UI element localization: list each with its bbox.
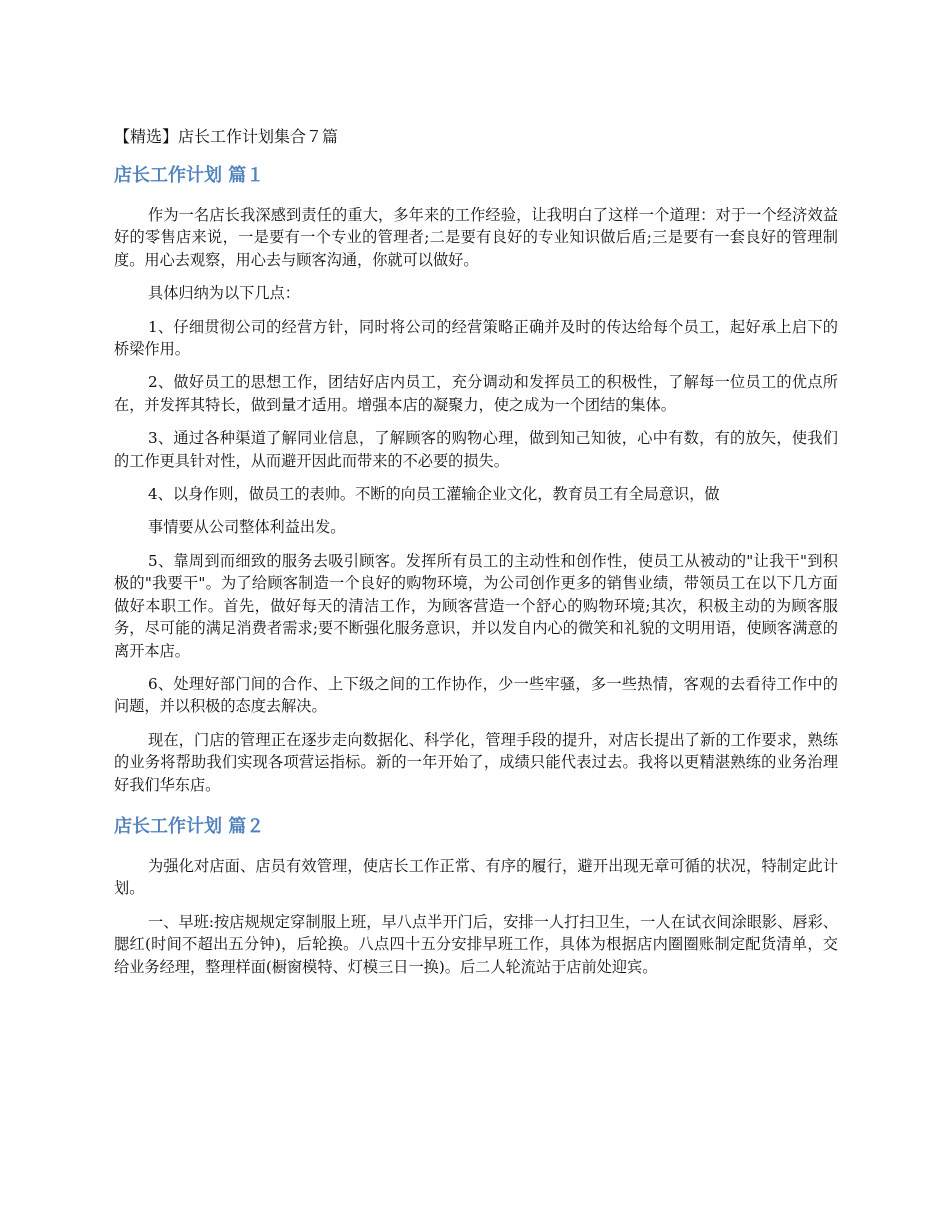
paragraph: 1、仔细贯彻公司的经营方针，同时将公司的经营策略正确并及时的传达给每个员工，起好承上启下的桥梁作用。 <box>114 317 838 359</box>
paragraph: 现在，门店的管理正在逐步走向数据化、科学化，管理手段的提升，对店长提出了新的工作要求，熟练的业务将帮助我们实现各项营运指标。新的一年开始了，成绩只能代表过去。我将以更精湛熟练的业务治理好我们华东店。 <box>114 730 838 794</box>
section-heading-2: 店长工作计划 篇２ <box>114 815 265 837</box>
paragraph: 2、做好员工的思想工作，团结好店内员工，充分调动和发挥员工的积极性，了解每一位员工的优点所在，并发挥其特长，做到量才适用。增强本店的凝聚力，使之成为一个团结的集体。 <box>114 373 838 414</box>
section-heading-1: 店长工作计划 篇１ <box>114 165 265 186</box>
document-body <box>114 162 838 989</box>
paragraph: 6、处理好部门间的合作、上下级之间的工作协作，少一些牢骚，多一些热情，客观的去看待工作中的问题，并以积极的态度去解决。 <box>114 674 838 716</box>
document-title: 【精选】店长工作计划集合７篇 <box>114 127 339 146</box>
paragraph: 事情要从公司整体利益出发。 <box>148 518 346 537</box>
paragraph: 4、以身作则，做员工的表帅。不断的向员工灌输企业文化，教育员工有全局意识，做 <box>148 485 720 504</box>
paragraph: 3、通过各种渠道了解同业信息，了解顾客的购物心理，做到知己知彼，心中有数，有的放矢，使我们的工作更具针对性，从而避开因此而带来的不必要的损失。 <box>114 429 838 470</box>
paragraph: 作为一名店长我深感到责任的重大，多年来的工作经验，让我明白了这样一个道理：对于一个经济效益好的零售店来说，一是要有一个专业的管理者;二是要有良好的专业知识做后盾;三是要有一套良好的管理制度。用心去观察，用心去与顾客沟通，你就可以做好。 <box>114 206 838 269</box>
paragraph: 为强化对店面、店员有效管理，使店长工作正常、有序的履行，避开出现无章可循的状况，特制定此计划。 <box>114 856 838 898</box>
paragraph: 一、早班:按店规规定穿制服上班，早八点半开门后，安排一人打扫卫生，一人在试衣间涂眼影、唇彩、腮红(时间不超出五分钟)，后轮换。八点四十五分安排早班工作，具体为根据店内圈圈账制定配货清单，交给业务经理，整理样面(橱窗模特、灯模三日一换)。后二人轮流站于店前处迎宾。 <box>114 912 838 976</box>
paragraph: 具体归纳为以下几点： <box>148 284 300 303</box>
paragraph: 5、靠周到而细致的服务去吸引顾客。发挥所有员工的主动性和创作性，使员工从被动的"让我干"到积极的"我要干"。为了给顾客制造一个良好的购物环境，为公司创作更多的销售业绩，带领员工在以下几方面做好本职工作。首先，做好每天的清洁工作，为顾客营造一个舒心的购物环境;其次，积极主动的为顾客服务，尽可能的满足消费者需求;要不断强化服务意识，并以发自内心的微笑和礼貌的文明用语，使顾客满意的离开本店。 <box>114 551 838 660</box>
